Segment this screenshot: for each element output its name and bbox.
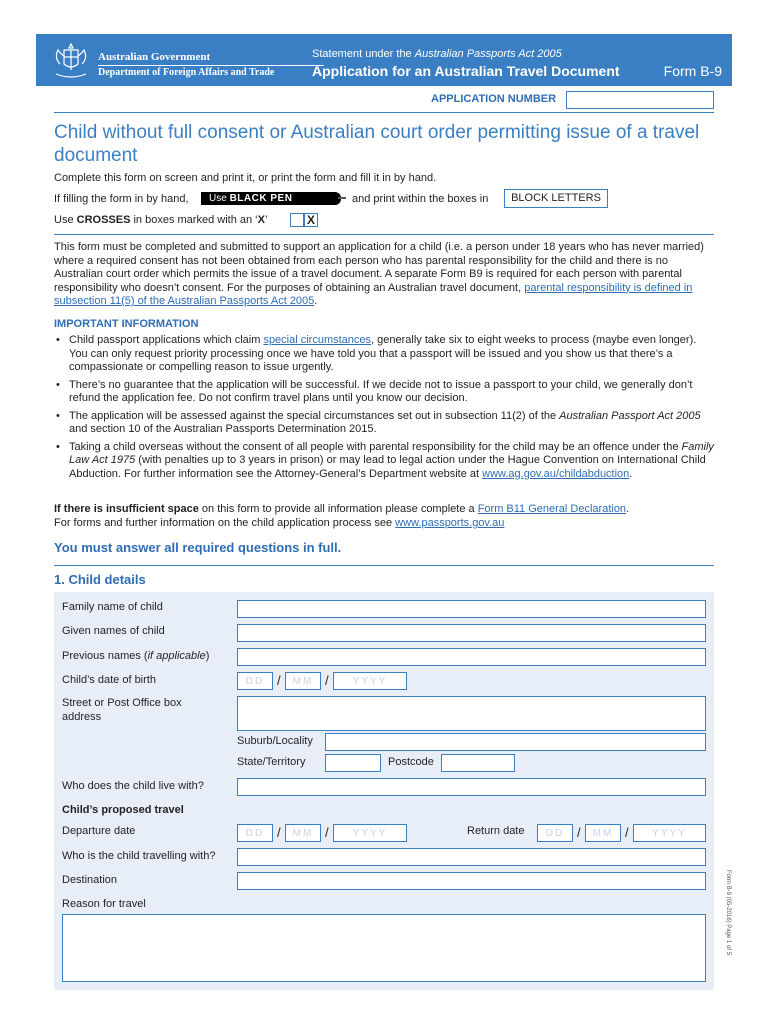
previous-names-label: Previous names (if applicable) [62, 650, 210, 662]
travelling-with-label: Who is the child travelling with? [62, 850, 216, 862]
black-pen-icon: Use BLACK PEN [201, 192, 341, 205]
passports-website-link[interactable]: www.passports.gov.au [395, 517, 505, 529]
lives-with-field[interactable] [237, 778, 706, 796]
list-item: • Taking a child overseas without the consent of all people with parental responsibility for the child may be an offence under the Family Law Act 1975 (with penalties up to 3 years in prison) or may lead to legal action under the Hague Convention on International Child Abduction. For further information see the Attorney-General’s Department website at www.ag.gov.au/childabduction. [54, 441, 714, 482]
postcode-label: Postcode [388, 756, 434, 768]
return-year-field[interactable]: YYYY [633, 824, 706, 842]
previous-names-field[interactable] [237, 648, 706, 666]
child-abduction-link[interactable]: www.ag.gov.au/childabduction [482, 467, 630, 480]
departure-year-field[interactable]: YYYY [333, 824, 407, 842]
family-name-field[interactable] [237, 600, 706, 618]
form-header [36, 34, 732, 86]
important-list [54, 334, 714, 485]
application-title: Application for an Australian Travel Document [312, 63, 620, 79]
instruction-line-3: Use CROSSES in boxes marked with an ‘X’ [54, 214, 268, 226]
family-name-label: Family name of child [62, 601, 163, 613]
dob-year-field[interactable]: YYYY [333, 672, 407, 690]
intro-paragraph: This form must be completed and submitted to support an application for a child (i.e. a person under 18 years who has never married) where a required consent has not been obtained from each person who has parental responsibility for the child and there is no Australian court order which permits the issue of a travel document. A separate Form B9 is required for each person with parental responsibility who doesn’t consent. For the purposes of obtaining an Australian travel document, parental responsibility is defined in subsection 11(5) of the Australian Passports Act 2005. [54, 241, 704, 307]
list-item: • Child passport applications which claim special circumstances, generally take six to eight weeks to process (maybe even longer). You can only request priority processing once we have told you that a passport will be issued and you show us that there’s a compassionate or compelling reason to issue urgently. [54, 334, 714, 375]
street-address-field[interactable] [237, 696, 706, 731]
page-footer-note: Form B-9 (05-2016) Page 1 of 5 [725, 870, 731, 956]
application-number-field[interactable] [566, 91, 714, 109]
example-crossed-checkbox: X [304, 213, 318, 227]
application-number-label: APPLICATION NUMBER [431, 93, 557, 105]
return-month-field[interactable]: MM [585, 824, 621, 842]
reason-label: Reason for travel [62, 898, 146, 910]
instruction-line-2-mid: and print within the boxes in [352, 193, 489, 205]
instruction-line-1: Complete this form on screen and print it, or print the form and fill it in by hand. [54, 172, 437, 184]
form-b11-link[interactable]: Form B11 General Declaration [477, 503, 627, 515]
further-info-note: For forms and further information on the child application process see www.passports.gov.au [54, 517, 505, 529]
top-rule [54, 112, 714, 113]
important-heading: IMPORTANT INFORMATION [54, 318, 199, 330]
dob-label: Child’s date of birth [62, 674, 156, 686]
suburb-field[interactable] [325, 733, 706, 751]
header-divider [98, 65, 324, 66]
travelling-with-field[interactable] [237, 848, 706, 866]
divider [54, 565, 714, 566]
lives-with-label: Who does the child live with? [62, 780, 204, 792]
form-number: Form B-9 [663, 63, 722, 79]
dob-day-field[interactable]: DD [237, 672, 273, 690]
statement-text: Statement under the Australian Passports Act 2005 [312, 48, 562, 60]
section-1-title: 1. Child details [54, 572, 146, 587]
departure-date-label: Departure date [62, 825, 136, 837]
example-empty-checkbox [290, 213, 304, 227]
departure-month-field[interactable]: MM [285, 824, 321, 842]
list-item: • The application will be assessed against the special circumstances set out in subsection 11(2) of the Australian Passport Act 2005 and section 10 of the Australian Passports Determination 2015. [54, 410, 714, 437]
insufficient-space-note: If there is insufficient space on this form to provide all information please complete a Form B11 General Declaration. [54, 503, 630, 515]
given-names-field[interactable] [237, 624, 706, 642]
state-field[interactable] [325, 754, 381, 772]
return-day-field[interactable]: DD [537, 824, 573, 842]
given-names-label: Given names of child [62, 625, 165, 637]
coat-of-arms-icon [50, 40, 92, 80]
dob-month-field[interactable]: MM [285, 672, 321, 690]
street-label: Street or Post Office box address [62, 697, 182, 723]
reason-field[interactable] [62, 914, 706, 982]
government-name: Australian Government [98, 51, 211, 63]
destination-label: Destination [62, 874, 118, 886]
destination-field[interactable] [237, 872, 706, 890]
return-date-label: Return date [467, 825, 525, 837]
divider [54, 234, 714, 235]
proposed-travel-heading: Child’s proposed travel [62, 804, 184, 816]
child-details-panel: Family name of child Given names of child Previous names (if applicable) Child’s date of birth DD / MM / YYYY Street or Post Office box address Suburb/Locality State/Territory Postcode Who does the child live with? Child’s proposed travel Departure date DD / MM / YYYY Return date DD / MM / YYYY Who is the child travelling with? Destination Reason for travel [54, 592, 714, 990]
postcode-field[interactable] [441, 754, 515, 772]
list-item: • There’s no guarantee that the application will be successful. If we decide not to issue a passport to your child, we generally don’t refund the application fee. Do not confirm travel plans until you know our decision. [54, 379, 714, 406]
departure-day-field[interactable]: DD [237, 824, 273, 842]
state-label: State/Territory [237, 756, 306, 768]
parental-responsibility-link[interactable]: parental responsibility is defined in subsection 11(5) of the Australian Passports Act 2005 [54, 281, 693, 307]
suburb-label: Suburb/Locality [237, 735, 313, 747]
block-letters-badge: BLOCK LETTERS [504, 189, 608, 208]
page-title: Child without full consent or Australian court order permitting issue of a travel document [54, 122, 700, 166]
pen-tip-icon [338, 197, 346, 200]
instruction-line-2: If filling the form in by hand, [54, 193, 189, 205]
department-name: Department of Foreign Affairs and Trade [98, 67, 275, 78]
must-answer-heading: You must answer all required questions in full. [54, 540, 342, 555]
special-circumstances-link[interactable]: special circumstances [263, 334, 372, 346]
